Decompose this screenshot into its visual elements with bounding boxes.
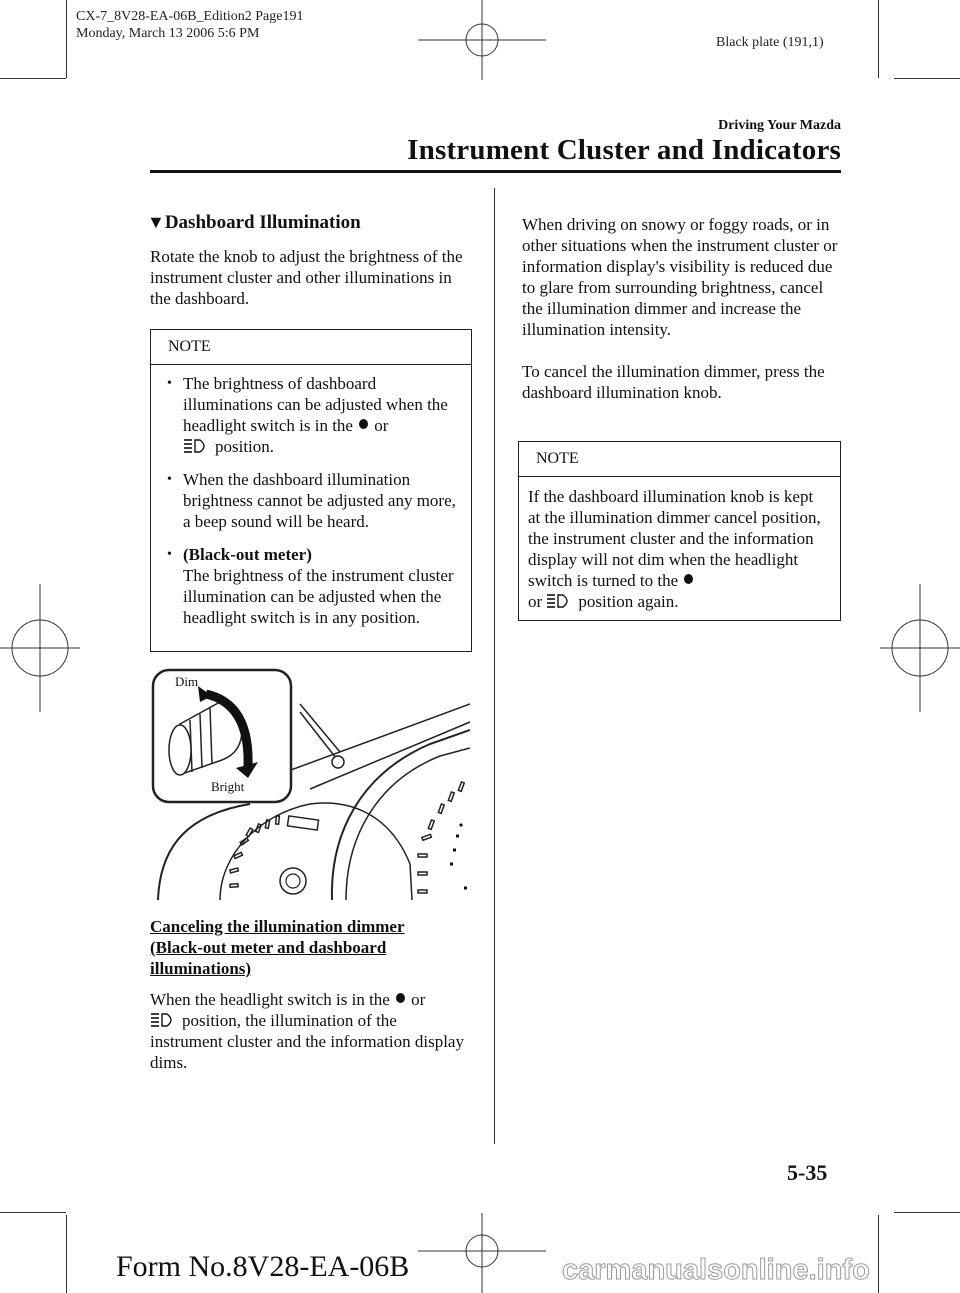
note-bullet-2: When the dashboard illumination brightness cannot be adjusted any more, a beep sound will be heard. [183,470,456,531]
parking-light-icon [150,1012,176,1028]
crop-mark [878,0,879,78]
dashboard-knob-illustration [150,664,470,904]
note-bullet-3-title: • (Black-out meter) [183,545,312,564]
crop-mark [66,1215,67,1293]
left-column [147,212,474,309]
note-label: NOTE [519,442,840,477]
headlight-on-icon [684,574,693,584]
dimmer-paragraph [150,989,472,1073]
list-item [175,469,457,532]
dimmer-paragraph-post: position, the illumination of the instrument cluster and the information display dims. [150,1011,464,1072]
list-item [175,373,457,457]
column-divider [494,188,495,1144]
note-body-right [519,477,840,612]
dimmer-paragraph-mid: or [411,990,426,1009]
right-column [522,214,838,403]
form-number: Form No.8V28-EA-06B [116,1250,410,1283]
registration-mark-bottom [418,1213,546,1293]
crop-mark [66,0,67,78]
subheading-canceling: Canceling the illumination dimmer (Black-out meter and dashboard illuminations) [150,917,405,978]
crop-mark [0,1212,66,1213]
right-paragraph-2: To cancel the illumination dimmer, press the dashboard illumination knob. [522,362,825,402]
triangle-down-icon: ▼ [147,212,165,232]
print-date: Monday, March 13 2006 5:6 PM [76,26,260,41]
note-label: NOTE [151,330,471,365]
headlight-on-icon [396,993,405,1003]
note-right-mid: or [528,592,543,611]
list-item [175,544,457,628]
header-rule [150,170,841,173]
dimmer-paragraph-pre: When the headlight switch is in the [150,990,390,1009]
registration-mark-top [418,0,546,80]
registration-mark-right [880,584,960,712]
note-box-right [518,441,841,621]
plate-info: Black plate (191,1) [716,35,824,50]
page-title: Instrument Cluster and Indicators [407,134,841,166]
section-heading-text: Dashboard Illumination [164,212,361,233]
note-right-pre: If the dashboard illumination knob is kept at the illumination dimmer cancel position, the instrument cluster and the information display will not dim when the headlight switch is turned to the [528,487,821,590]
crop-mark [894,1212,960,1213]
right-paragraph-1: When driving on snowy or foggy roads, or in other situations when the instrument cluster or information display's visibility is reduced due to glare from surrounding brightness, cancel the illumination dimmer and increase the illumination intensity. [522,215,838,339]
watermark: carmanualsonline.info [562,1254,870,1286]
registration-mark-left [0,584,80,712]
parking-light-icon [546,593,572,609]
note-bullet-1-mid: or [374,416,389,435]
note-bullet-1-pre: The brightness of dashboard illuminations can be adjusted when the headlight switch is in the [183,374,448,435]
figure-label-dim: Dim [175,674,199,689]
crop-mark [894,78,960,79]
section-label: Driving Your Mazda [718,118,841,133]
crop-mark [878,1215,879,1293]
note-right-post: position again. [578,592,679,611]
note-body [151,365,471,638]
crop-mark [0,78,66,79]
page-number: 5-35 [787,1160,828,1185]
intro-paragraph: Rotate the knob to adjust the brightness of the instrument cluster and other illuminations in the dashboard. [150,247,463,308]
print-file-name: CX-7_8V28-EA-06B_Edition2 Page191 [76,9,304,24]
headlight-on-icon [359,419,368,429]
figure-label-bright: Bright [211,779,245,794]
print-job-info [76,8,303,42]
left-column-lower [150,916,472,1073]
note-bullet-1-post: position. [215,437,275,456]
section-heading [147,212,474,234]
note-box-left [150,329,472,652]
note-bullet-3-text: The brightness of the instrument cluster illumination can be adjusted when the headlight switch is in any position. [183,566,454,627]
parking-light-icon [183,438,209,454]
